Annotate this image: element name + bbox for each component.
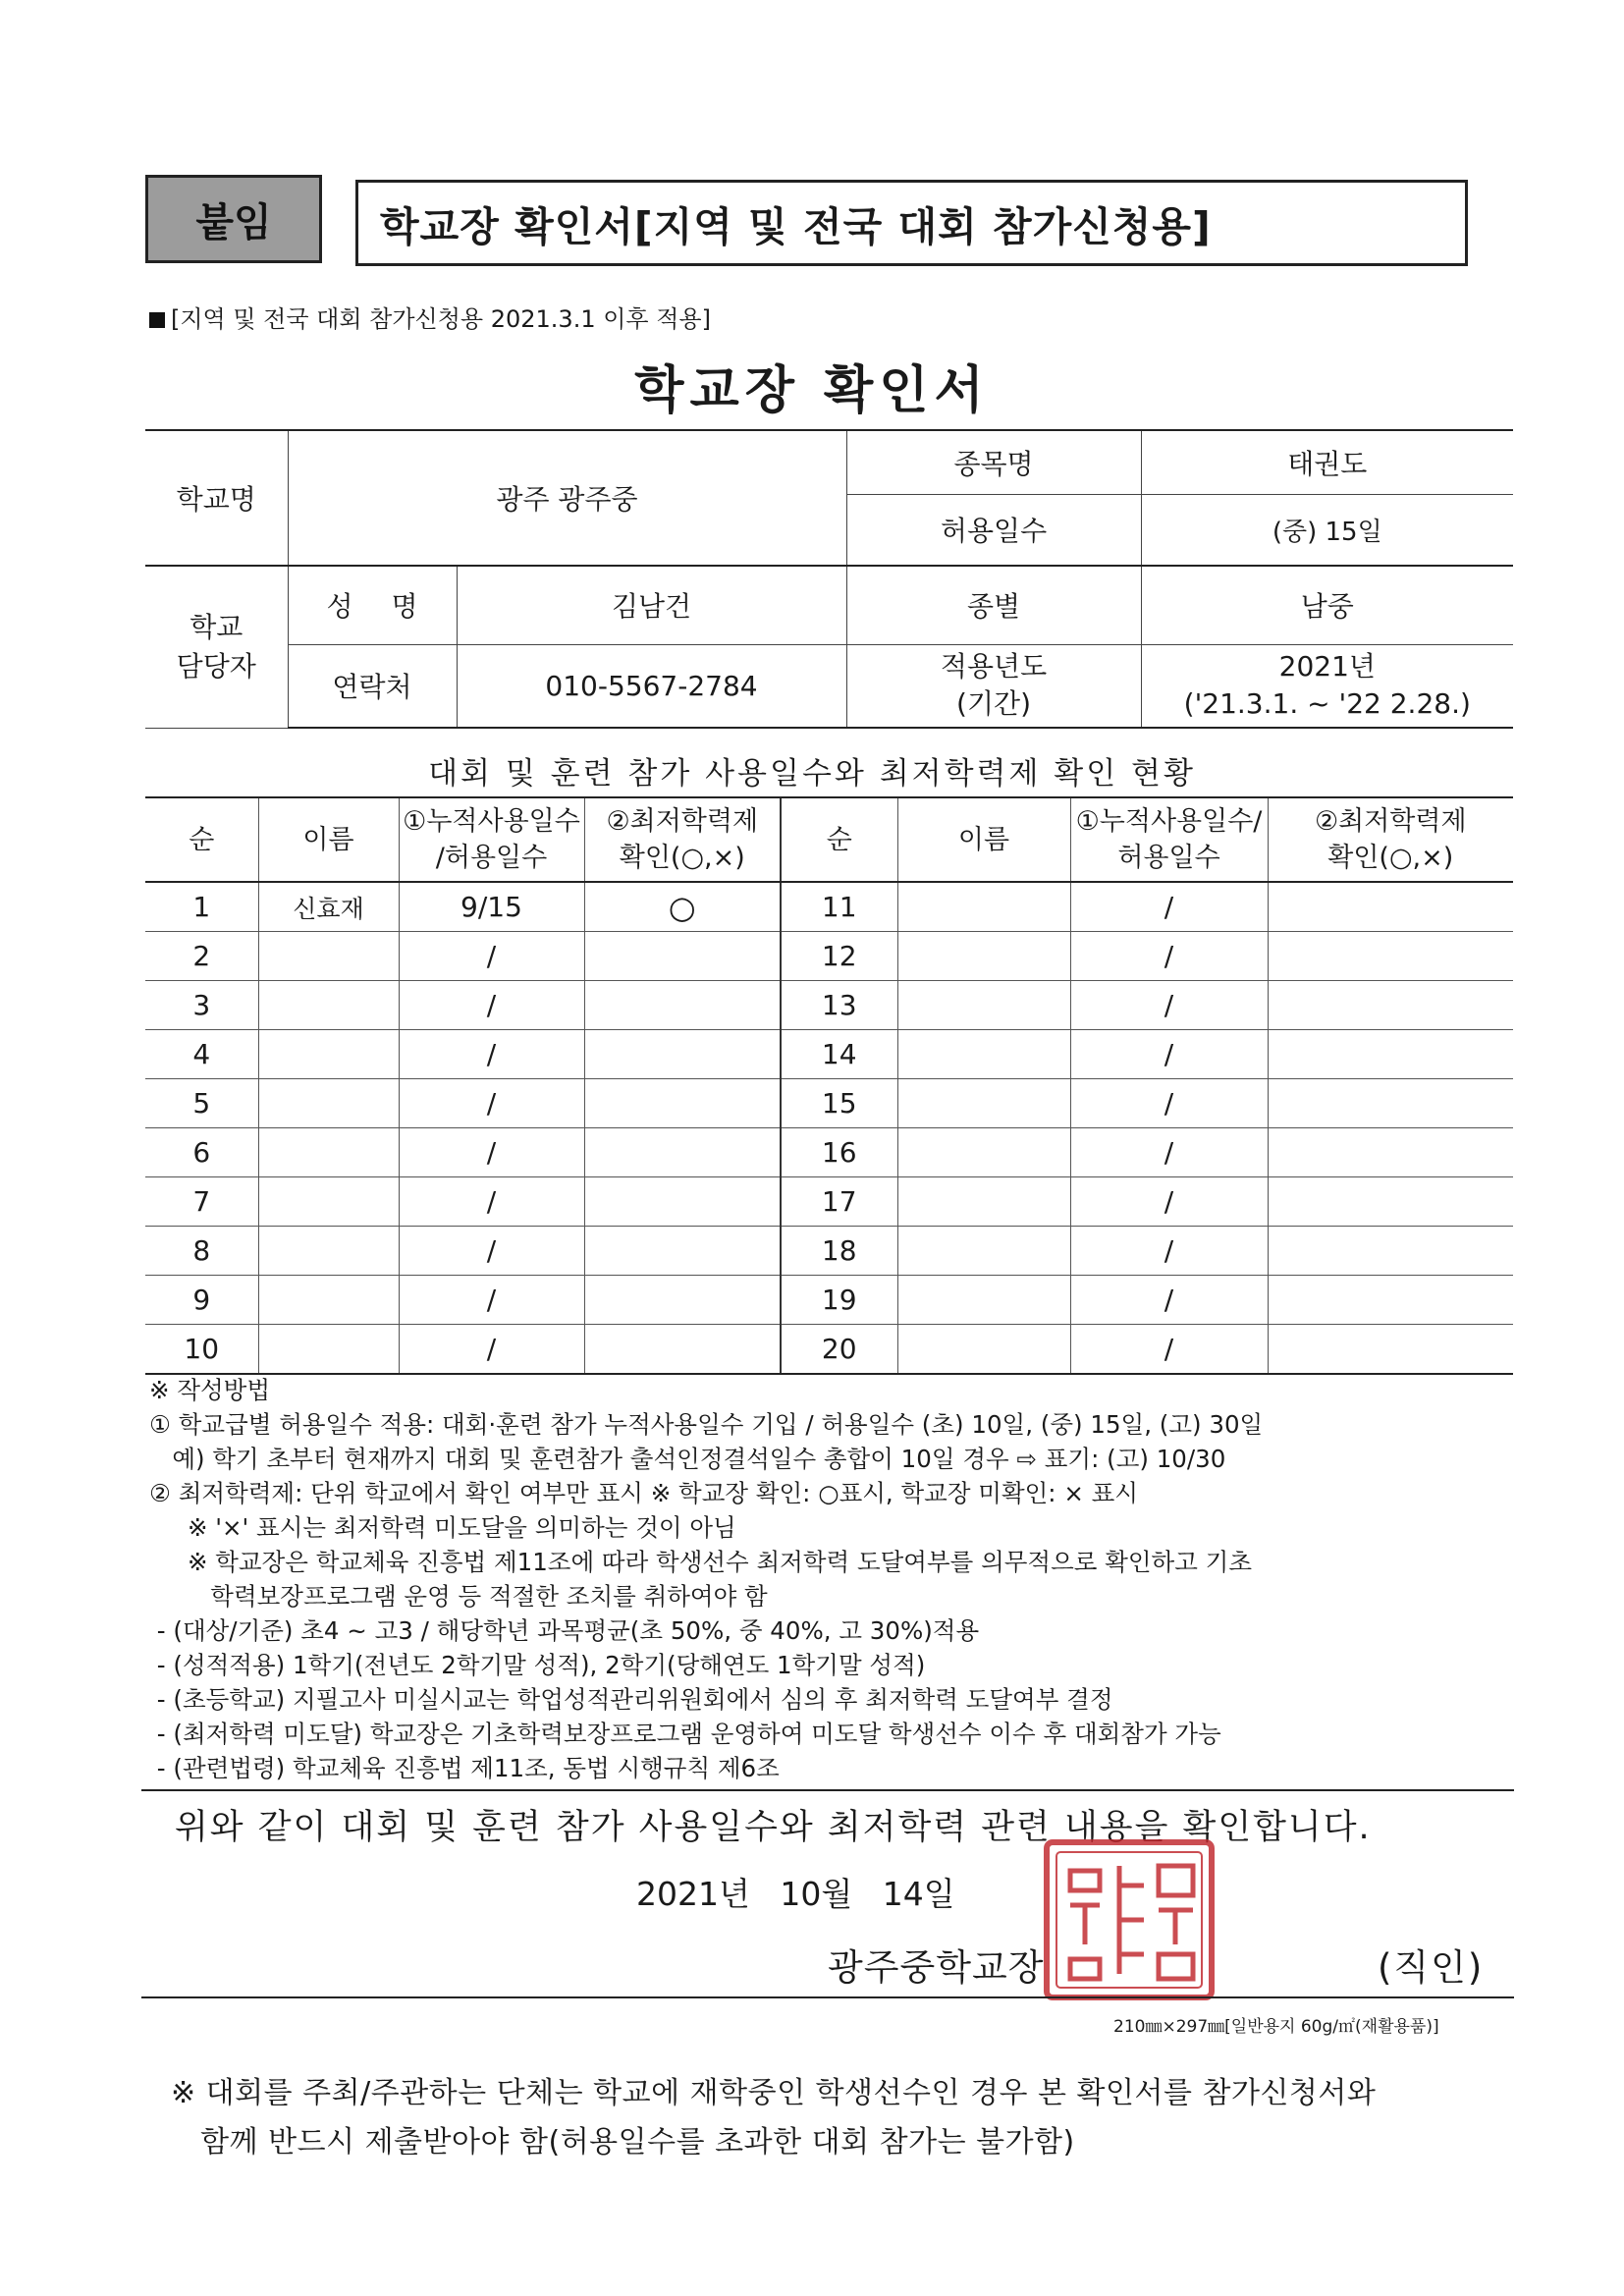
student-name [258, 932, 399, 981]
status-table [145, 796, 1513, 1375]
check-cell: ○ [584, 882, 781, 932]
name-header: 이름 [897, 797, 1070, 882]
table-row [145, 1325, 1513, 1375]
instruction-line: ① 학교급별 허용일수 적용: 대회·훈련 참가 누적사용일수 기입 / 허용일수 (초) 10일, (중) 15일, (고) 30일 [149, 1410, 1264, 1439]
allowed-days-label: 허용일수 [846, 494, 1141, 566]
row-number: 7 [145, 1177, 258, 1227]
student-name [897, 882, 1070, 932]
days-cell: / [399, 1227, 584, 1276]
instruction-line: ※ 학교장은 학교체육 진흥법 제11조에 따라 학생선수 최저학력 도달여부를 의무적으로 확인하고 기초 [149, 1548, 1252, 1576]
student-name [258, 1030, 399, 1079]
school-info-table [145, 429, 1513, 729]
school-name-value: 광주 광주중 [288, 430, 846, 566]
footer-note [171, 2069, 1496, 2167]
days-cell: / [1070, 981, 1268, 1030]
student-name [897, 1227, 1070, 1276]
days-cell: / [399, 1177, 584, 1227]
category-value: 남중 [1141, 566, 1513, 644]
instruction-line: 예) 학기 초부터 현재까지 대회 및 훈련참가 출석인정결석일수 총합이 10일 경우 ⇨ 표기: (고) 10/30 [149, 1445, 1226, 1473]
row-number: 6 [145, 1128, 258, 1177]
row-number: 9 [145, 1276, 258, 1325]
student-name [258, 1325, 399, 1375]
days-cell: / [1070, 1227, 1268, 1276]
status-title: 대회 및 훈련 참가 사용일수와 최저학력제 확인 현황 [428, 756, 1196, 792]
instruction-line: - (성적적용) 1학기(전년도 2학기말 성적), 2학기(당해연도 1학기말 성적) [149, 1651, 926, 1679]
school-name-label: 학교명 [145, 430, 288, 566]
check-cell [584, 1177, 781, 1227]
check-cell [1268, 1177, 1513, 1227]
days-cell: / [399, 932, 584, 981]
student-name: 신효재 [258, 882, 399, 932]
check-cell [1268, 1128, 1513, 1177]
check-header: ②최저학력제 확인(○,×) [584, 797, 781, 882]
check-cell [1268, 1276, 1513, 1325]
event-value: 태권도 [1141, 430, 1513, 494]
document-title: 학교장 확인서 [634, 361, 990, 420]
row-number: 8 [145, 1227, 258, 1276]
student-name [897, 1276, 1070, 1325]
check-cell [1268, 1079, 1513, 1128]
check-cell [584, 1030, 781, 1079]
days-header: ①누적사용일수 /허용일수 [399, 797, 584, 882]
student-name [897, 932, 1070, 981]
row-number: 1 [145, 882, 258, 932]
row-number: 20 [781, 1325, 897, 1375]
issue-date: 2021년 10월 14일 [636, 1875, 955, 1913]
row-number: 10 [145, 1325, 258, 1375]
days-cell: / [1070, 882, 1268, 932]
days-cell: / [399, 1128, 584, 1177]
writing-instructions [149, 1373, 1524, 1785]
days-cell: / [1070, 1325, 1268, 1375]
row-number: 14 [781, 1030, 897, 1079]
header-title: 학교장 확인서[지역 및 전국 대회 참가신청용] [355, 180, 1468, 266]
check-cell [1268, 932, 1513, 981]
paper-spec: 210㎜×297㎜[일반용지 60g/㎡(재활용품)] [1113, 2017, 1439, 2037]
check-cell [1268, 1227, 1513, 1276]
check-cell [584, 981, 781, 1030]
student-name [897, 1079, 1070, 1128]
row-number: 19 [781, 1276, 897, 1325]
table-row [145, 1128, 1513, 1177]
student-name [258, 1227, 399, 1276]
confirmation-statement: 위와 같이 대회 및 훈련 참가 사용일수와 최저학력 관련 내용을 확인합니다. [175, 1808, 1372, 1847]
check-cell [584, 1128, 781, 1177]
footer-line: 함께 반드시 제출받아야 함(허용일수를 초과한 대회 참가는 불가함) [171, 2125, 1075, 2159]
table-row [145, 932, 1513, 981]
check-cell [1268, 882, 1513, 932]
days-cell: / [1070, 932, 1268, 981]
divider [141, 1996, 1514, 1998]
instruction-line: ※ '×' 표시는 최저학력 미도달을 의미하는 것이 아님 [149, 1513, 736, 1542]
check-header: ②최저학력제 확인(○,×) [1268, 797, 1513, 882]
days-cell: 9/15 [399, 882, 584, 932]
days-cell: / [399, 1079, 584, 1128]
student-name [258, 981, 399, 1030]
row-number: 13 [781, 981, 897, 1030]
student-name [258, 1177, 399, 1227]
student-name [897, 1177, 1070, 1227]
seal-label: (직인) [1378, 1946, 1485, 1989]
days-cell: / [399, 981, 584, 1030]
person-name-label: 성 명 [288, 566, 457, 644]
footer-line: ※ 대회를 주최/주관하는 단체는 학교에 재학중인 학생선수인 경우 본 확인서를 참가신청서와 [171, 2076, 1377, 2110]
table-row [145, 1079, 1513, 1128]
row-number: 12 [781, 932, 897, 981]
order-header: 순 [145, 797, 258, 882]
row-number: 18 [781, 1227, 897, 1276]
event-label: 종목명 [846, 430, 1141, 494]
instructions-title: ※ 작성방법 [149, 1376, 270, 1404]
table-row [145, 882, 1513, 932]
table-row [145, 1177, 1513, 1227]
table-row [145, 1227, 1513, 1276]
applicability-notice: [지역 및 전국 대회 참가신청용 2021.3.1 이후 적용] [149, 300, 711, 334]
check-cell [584, 1276, 781, 1325]
student-name [258, 1276, 399, 1325]
instruction-line: 학력보장프로그램 운영 등 적절한 조치를 취하여야 함 [149, 1582, 768, 1611]
check-cell [1268, 1030, 1513, 1079]
student-name [897, 1030, 1070, 1079]
days-cell: / [399, 1276, 584, 1325]
days-cell: / [1070, 1128, 1268, 1177]
divider [141, 1789, 1514, 1791]
row-number: 17 [781, 1177, 897, 1227]
row-number: 4 [145, 1030, 258, 1079]
check-cell [584, 1079, 781, 1128]
contact-label: 연락처 [288, 644, 457, 728]
year-label: 적용년도 (기간) [846, 644, 1141, 728]
square-bullet-icon [149, 312, 165, 328]
table-row [145, 1276, 1513, 1325]
days-cell: / [399, 1030, 584, 1079]
row-number: 3 [145, 981, 258, 1030]
order-header: 순 [781, 797, 897, 882]
manager-label: 학교 담당자 [145, 566, 288, 728]
row-number: 15 [781, 1079, 897, 1128]
check-cell [1268, 1325, 1513, 1375]
year-value: 2021년 ('21.3.1. ~ '22 2.28.) [1141, 644, 1513, 728]
days-cell: / [399, 1325, 584, 1375]
principal-name: 광주중학교장 [828, 1946, 1045, 1989]
days-cell: / [1070, 1079, 1268, 1128]
student-name [258, 1128, 399, 1177]
days-cell: / [1070, 1030, 1268, 1079]
allowed-days-value: (중) 15일 [1141, 494, 1513, 566]
attachment-tag: 붙임 [145, 175, 322, 263]
row-number: 11 [781, 882, 897, 932]
table-row [145, 981, 1513, 1030]
instruction-line: - (최저학력 미도달) 학교장은 기초학력보장프로그램 운영하여 미도달 학생선수 이수 후 대회참가 가능 [149, 1720, 1221, 1748]
official-seal-icon [1041, 1836, 1218, 2003]
check-cell [584, 1227, 781, 1276]
check-cell [1268, 981, 1513, 1030]
person-name-value: 김남건 [457, 566, 846, 644]
instruction-line: - (관련법령) 학교체육 진흥법 제11조, 동법 시행규칙 제6조 [149, 1754, 780, 1782]
check-cell [584, 1325, 781, 1375]
student-name [897, 981, 1070, 1030]
table-row [145, 1030, 1513, 1079]
student-name [897, 1128, 1070, 1177]
instruction-line: ② 최저학력제: 단위 학교에서 확인 여부만 표시 ※ 학교장 확인: ○표시, 학교장 미확인: × 표시 [149, 1479, 1138, 1507]
student-name [897, 1325, 1070, 1375]
instruction-line: - (대상/기준) 초4 ~ 고3 / 해당학년 과목평균(초 50%, 중 40%, 고 30%)적용 [149, 1616, 980, 1645]
contact-value: 010-5567-2784 [457, 644, 846, 728]
row-number: 16 [781, 1128, 897, 1177]
days-cell: / [1070, 1177, 1268, 1227]
days-cell: / [1070, 1276, 1268, 1325]
instruction-line: - (초등학교) 지필고사 미실시교는 학업성적관리위원회에서 심의 후 최저학력 도달여부 결정 [149, 1685, 1113, 1714]
check-cell [584, 932, 781, 981]
days-header: ①누적사용일수/ 허용일수 [1070, 797, 1268, 882]
student-name [258, 1079, 399, 1128]
row-number: 5 [145, 1079, 258, 1128]
name-header: 이름 [258, 797, 399, 882]
row-number: 2 [145, 932, 258, 981]
category-label: 종별 [846, 566, 1141, 644]
